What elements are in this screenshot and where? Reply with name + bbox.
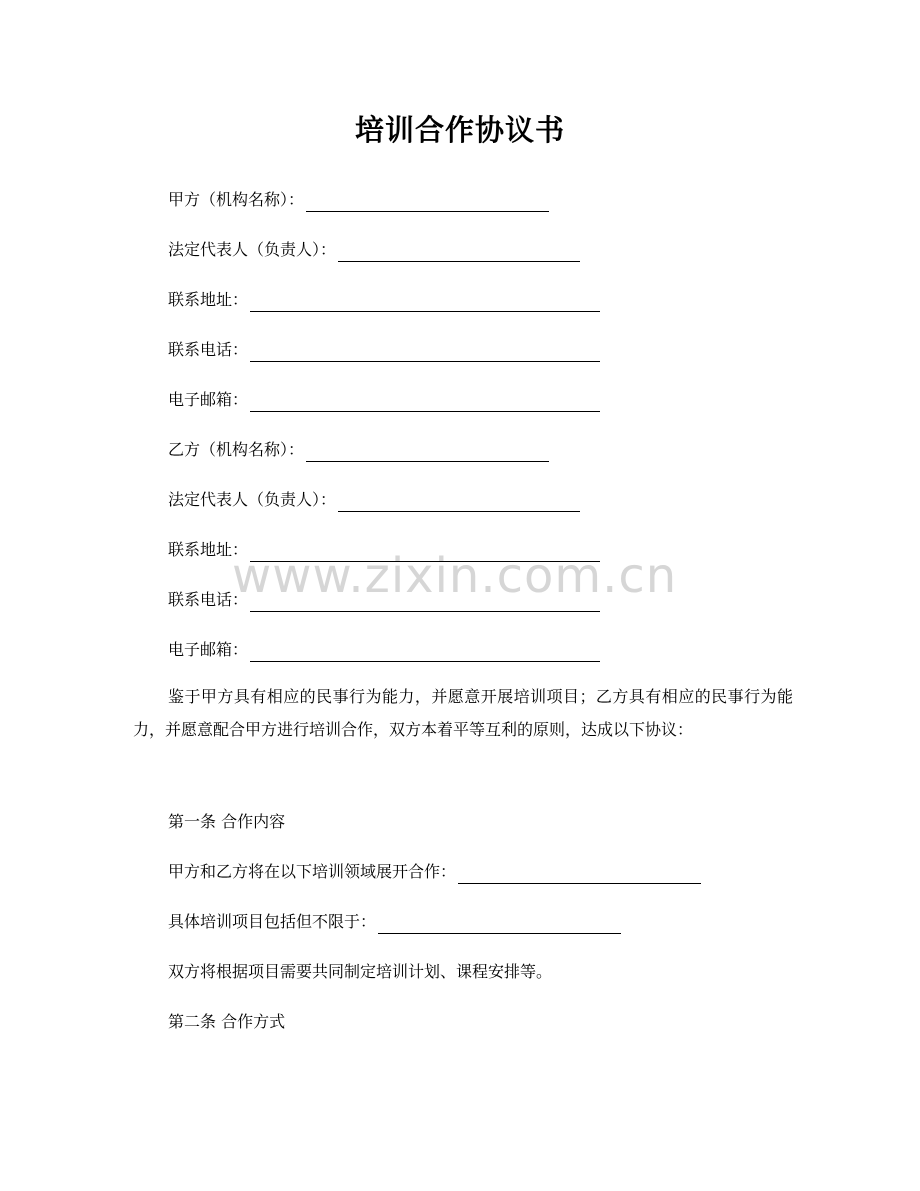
- party-b-name-blank: [306, 445, 549, 462]
- party-a-address-line: [168, 288, 600, 312]
- party-a-rep-label: 法定代表人（负责人）：: [168, 240, 337, 259]
- party-a-phone-label: 联系电话：: [168, 340, 249, 359]
- party-a-name-label: 甲方（机构名称）：: [168, 190, 305, 209]
- party-a-address-label: 联系地址：: [168, 290, 249, 309]
- party-b-name-label: 乙方（机构名称）：: [168, 440, 305, 459]
- article-1-items-blank: [378, 917, 621, 934]
- party-b-rep-line: [168, 488, 580, 512]
- article-1-items-line: [168, 910, 621, 934]
- party-a-address-blank: [250, 295, 600, 312]
- party-a-phone-blank: [250, 345, 600, 362]
- party-a-name-line: [168, 188, 549, 212]
- article-1-field-line: [168, 860, 701, 884]
- article-1-plan-text: 双方将根据项目需要共同制定培训计划、课程安排等。: [168, 962, 553, 981]
- party-b-rep-label: 法定代表人（负责人）：: [168, 490, 337, 509]
- party-a-rep-blank: [338, 245, 580, 262]
- party-b-email-line: [168, 638, 600, 662]
- party-b-email-label: 电子邮箱：: [168, 640, 249, 659]
- watermark-text: www.zixin.com.cn: [232, 548, 678, 604]
- party-b-email-blank: [250, 645, 600, 662]
- party-a-email-blank: [250, 395, 600, 412]
- document-title: 培训合作协议书: [354, 113, 565, 147]
- party-b-address-label: 联系地址：: [168, 540, 249, 559]
- article-1-heading-text: 第一条 合作内容: [168, 812, 286, 831]
- party-a-email-label: 电子邮箱：: [168, 390, 249, 409]
- party-a-rep-line: [168, 238, 580, 262]
- party-a-email-line: [168, 388, 600, 412]
- article-2-heading-text: 第二条 合作方式: [168, 1012, 286, 1031]
- article-1-items-label: 具体培训项目包括但不限于：: [168, 912, 377, 931]
- party-b-name-line: [168, 438, 549, 462]
- article-1-field-blank: [458, 867, 701, 884]
- preamble-paragraph: 鉴于甲方具有相应的民事行为能力，并愿意开展培训项目；乙方具有相应的民事行为能力，并愿意配合甲方进行培训合作，双方本着平等互利的原则，达成以下协议：: [133, 687, 793, 739]
- party-a-phone-line: [168, 338, 600, 362]
- party-b-rep-blank: [338, 495, 580, 512]
- article-1-plan-line: [168, 960, 552, 984]
- article-2-heading: [168, 1010, 285, 1034]
- party-b-phone-label: 联系电话：: [168, 590, 249, 609]
- article-1-heading: [168, 810, 285, 834]
- article-1-field-label: 甲方和乙方将在以下培训领域展开合作：: [168, 862, 457, 881]
- party-a-name-blank: [306, 195, 549, 212]
